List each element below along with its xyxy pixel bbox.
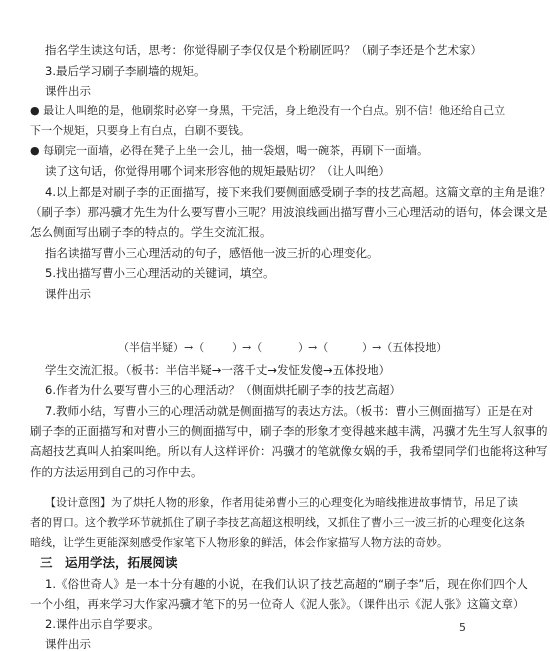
flow-arrow-1: →（ [184,341,205,354]
text-line: 读了这句话，你觉得用哪个词来形容他的规矩最贴切？（让人叫绝） [45,164,390,178]
text-line: 课件出示 [45,637,91,651]
text-line: 5.找出描写曹小三心理活动的关键词，填空。 [45,266,275,280]
flow-start: （半信半疑） [118,341,184,354]
text-line: 下一个规矩，只要身上有白点，白刷不要钱。 [30,124,250,137]
flow-arrow-2: →（ [242,341,263,354]
text-line: 4.以上都是对刷子李的正面描写，接下来我们要侧面感受刷子李的技艺高超。这篇文章的主角是谁？ [45,185,550,199]
text-line: 课件出示 [45,84,91,98]
text-line: 【设计意图】为了烘托人物的形象，作者用徒弟曹小三的心理变化为暗线推进故事情节，吊足了读 [45,496,518,509]
flow-end: →（五体投地） [372,341,448,354]
text-line: 1.《俗世奇人》是一本十分有趣的小说，在我们认识了技艺高超的“刷子李”后，现在你们四个人 [45,577,528,591]
fill-in-flow [100,339,460,353]
text-line: 3.最后学习刷子李刷墙的规矩。 [45,64,206,78]
flow-blank-1-close: ） [232,341,243,354]
flow-blank-3-close: ） [362,341,373,354]
text-line: 2.课件出示自学要求。 [45,617,160,631]
text-line: 者的胃口。这个教学环节就抓住了刷子李技艺高超这根明线，又抓住了曹小三一波三折的心理变化这条 [30,516,525,529]
flow-blank-2-close: ） [298,341,309,354]
text-line: 三 运用学法，拓展阅读 [40,555,178,570]
text-line: 怎么侧面写出刷子李的特点的。学生交流汇报。 [30,225,272,239]
text-line: 高超技艺真叫人拍案叫绝。所以有人这样评价：冯骥才的笔就像女娲的手，我希望同学们也能将这种写 [30,444,548,458]
text-line: 刷子李的正面描写和对曹小三的侧面描写中，刷子李的形象才变得越来越丰满，冯骥才先生写人叙事的 [30,424,548,438]
text-line: 指名读描写曹小三心理活动的句子，感悟他一波三折的心理变化。 [45,246,379,260]
text-line: ● 每刷完一面墙，必得在凳子上坐一会儿，抽一袋烟，喝一碗茶，再刷下一面墙。 [30,144,429,157]
text-line: 6.作者为什么要写曹小三的心理活动？（侧面烘托刷子李的技艺高超） [45,383,401,397]
text-line: 作的方法运用到自己的习作中去。 [30,465,203,479]
text-line: 一个小组，再来学习大作家冯骥才笔下的另一位奇人《泥人张》。（课件出示《泥人张》这篇文章） [30,597,525,611]
text-line: （刷子李）那冯骥才先生为什么要写曹小三呢？用波浪线画出描写曹小三心理活动的语句，体会课文是 [30,205,548,219]
text-line: 学生交流汇报。（板书：半信半疑→一落千丈→发怔发傻→五体投地） [45,363,391,377]
flow-arrow-3: →（ [308,341,329,354]
text-line: 课件出示 [45,287,91,301]
page-number: 5 [459,621,466,634]
text-line: 指名学生读这句话，思考：你觉得刷子李仅仅是个粉刷匠吗？（刷子李还是个艺术家） [45,43,482,57]
text-line: 7.教师小结，写曹小三的心理活动就是侧面描写的表达方法。（板书：曹小三侧面描写）正是在对 [45,404,534,418]
text-line: 暗线，让学生更能深刻感受作家笔下人物形象的鲜活，体会作家描写人物方法的奇妙。 [30,536,448,549]
text-line: ● 最让人叫绝的是，他刷浆时必穿一身黑，干完活，身上绝没有一个白点。别不信！他还给自己立 [30,104,506,117]
